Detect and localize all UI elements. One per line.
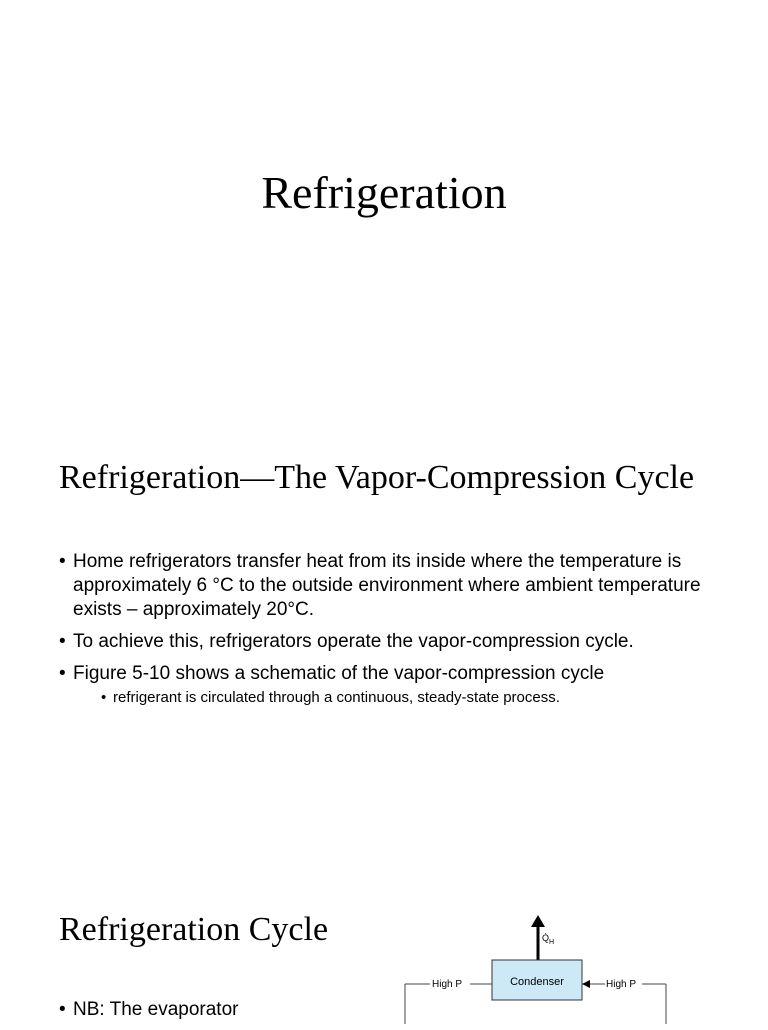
- left-pressure-label: High P: [432, 979, 463, 990]
- slide2-title: Refrigeration—The Vapor-Compression Cycle: [59, 459, 695, 496]
- bullet-item: • Home refrigerators transfer heat from its inside where the temperature is approximately 6 °C to the outside environment where ambient temperature exists – approximately 20°C.: [59, 550, 719, 622]
- slide3-title: Refrigeration Cycle: [59, 911, 329, 948]
- sub-bullet-list: [101, 688, 719, 708]
- refrigeration-cycle-diagram: [400, 905, 680, 1024]
- bullet-item: • To achieve this, refrigerators operate the vapor-compression cycle.: [59, 630, 719, 654]
- heat-out-label: $Q̇_H$: [542, 933, 555, 946]
- bullet-item: [59, 662, 719, 708]
- bullet-text: Figure 5-10 shows a schematic of the vapor-compression cycle: [73, 663, 605, 684]
- heat-out-arrowhead: [531, 915, 545, 927]
- bullet-item: • NB: The evaporator: [59, 998, 379, 1022]
- sub-bullet-item: • refrigerant is circulated through a continuous, steady-state process.: [101, 688, 719, 708]
- slide2-bullet-list: [59, 550, 719, 716]
- flow-arrowhead: [582, 980, 590, 988]
- condenser-label: Condenser: [510, 976, 564, 988]
- slide3-bullet-list: [59, 998, 379, 1030]
- right-pressure-label: High P: [606, 979, 637, 990]
- slide1-title: Refrigeration: [261, 167, 507, 218]
